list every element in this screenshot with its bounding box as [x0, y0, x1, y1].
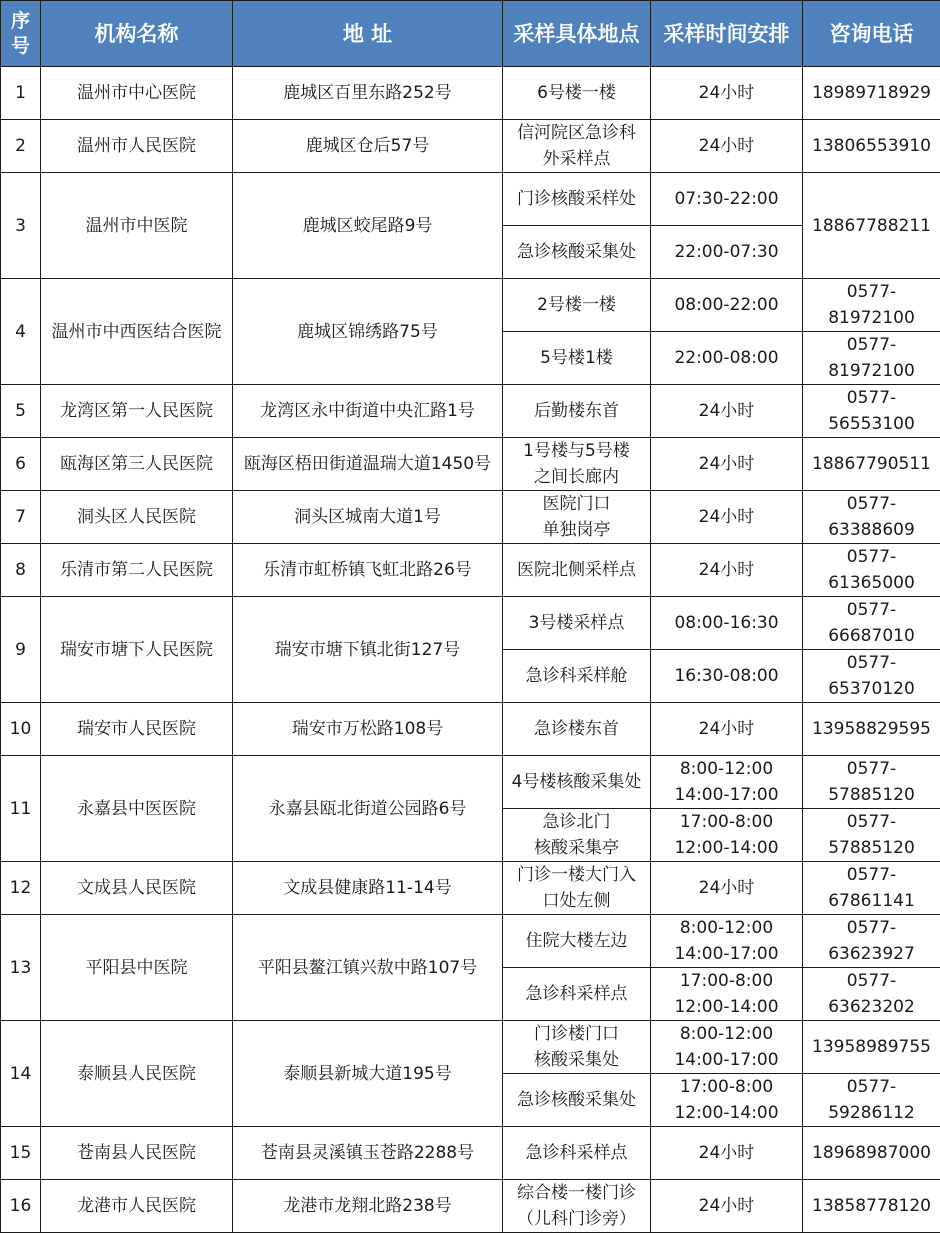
- sampling-time-line: 17:00-8:00: [653, 1074, 800, 1100]
- sampling-site: [503, 332, 651, 385]
- phone-line: 81972100: [805, 305, 938, 331]
- sampling-time: [651, 968, 803, 1021]
- sampling-site: [503, 385, 651, 438]
- phone-line: 65370120: [805, 676, 938, 702]
- institution-name: 文成县人民医院: [41, 862, 233, 915]
- sampling-time-line: 24小时: [653, 716, 800, 742]
- sampling-site-line: 2号楼一楼: [505, 292, 648, 318]
- institution-name: 龙湾区第一人民医院: [41, 385, 233, 438]
- sampling-site-line: 信河院区急诊科: [505, 120, 648, 146]
- table-row: [1, 491, 940, 544]
- phone-line: 66687010: [805, 623, 938, 649]
- phone: [803, 862, 940, 915]
- header-phone: 咨询电话: [803, 1, 940, 67]
- sampling-site-line: 急诊科采样点: [505, 981, 648, 1007]
- sampling-site: [503, 915, 651, 968]
- row-number: 4: [1, 279, 41, 385]
- row-number: 14: [1, 1021, 41, 1127]
- phone-line: 0577-: [805, 862, 938, 888]
- header-sampling-site: 采样具体地点: [503, 1, 651, 67]
- address: 鹿城区百里东路252号: [233, 67, 503, 120]
- sampling-site: [503, 491, 651, 544]
- row-number: 6: [1, 438, 41, 491]
- address: 洞头区城南大道1号: [233, 491, 503, 544]
- sampling-site-line: 外采样点: [505, 146, 648, 172]
- row-number: 11: [1, 756, 41, 862]
- sampling-time-line: 8:00-12:00: [653, 915, 800, 941]
- sampling-site-line: 医院北侧采样点: [505, 557, 648, 583]
- institution-name: 温州市中西医结合医院: [41, 279, 233, 385]
- table-header: [1, 1, 940, 67]
- sampling-site-line: （儿科门诊旁）: [505, 1206, 648, 1232]
- sampling-time-line: 16:30-08:00: [653, 663, 800, 689]
- row-number: 9: [1, 597, 41, 703]
- row-number: 7: [1, 491, 41, 544]
- header-sampling-time: 采样时间安排: [651, 1, 803, 67]
- phone-line: 56553100: [805, 411, 938, 437]
- sampling-site: [503, 968, 651, 1021]
- sampling-site: [503, 1021, 651, 1074]
- sampling-time: [651, 597, 803, 650]
- sampling-site-line: 门诊核酸采样处: [505, 186, 648, 212]
- sampling-site-line: 急诊科采样舱: [505, 663, 648, 689]
- table-row: [1, 915, 940, 968]
- phone-line: 63623927: [805, 941, 938, 967]
- sampling-time-line: 12:00-14:00: [653, 994, 800, 1020]
- table-row: [1, 120, 940, 173]
- phone: [803, 650, 940, 703]
- sampling-time: [651, 385, 803, 438]
- phone-line: 0577-: [805, 385, 938, 411]
- table-row: [1, 1127, 940, 1180]
- table-row: [1, 279, 940, 332]
- phone-line: 81972100: [805, 358, 938, 384]
- sampling-time: [651, 862, 803, 915]
- phone-line: 13958989755: [805, 1034, 938, 1060]
- table-row: [1, 173, 940, 226]
- sampling-site: [503, 120, 651, 173]
- table-row: [1, 1180, 940, 1233]
- row-number: 8: [1, 544, 41, 597]
- sampling-site: [503, 173, 651, 226]
- sampling-time: [651, 438, 803, 491]
- sampling-time-line: 14:00-17:00: [653, 941, 800, 967]
- sampling-site-line: 口处左侧: [505, 888, 648, 914]
- institution-name: 泰顺县人民医院: [41, 1021, 233, 1127]
- phone-line: 18867790511: [805, 451, 938, 477]
- sampling-time-line: 24小时: [653, 557, 800, 583]
- sampling-time-line: 24小时: [653, 133, 800, 159]
- sampling-site-line: 1号楼与5号楼: [505, 438, 648, 464]
- sampling-site: [503, 862, 651, 915]
- phone: [803, 120, 940, 173]
- address: 苍南县灵溪镇玉苍路2288号: [233, 1127, 503, 1180]
- phone-line: 0577-: [805, 968, 938, 994]
- institution-name: 平阳县中医院: [41, 915, 233, 1021]
- phone: [803, 332, 940, 385]
- phone: [803, 915, 940, 968]
- sampling-site-line: 核酸采集处: [505, 1047, 648, 1073]
- sampling-time-line: 08:00-16:30: [653, 610, 800, 636]
- sampling-time-line: 12:00-14:00: [653, 835, 800, 861]
- institution-name: 温州市人民医院: [41, 120, 233, 173]
- phone-line: 67861141: [805, 888, 938, 914]
- phone-line: 0577-: [805, 756, 938, 782]
- row-number: 5: [1, 385, 41, 438]
- phone: [803, 491, 940, 544]
- sampling-site-line: 急诊核酸采集处: [505, 1087, 648, 1113]
- sampling-site-line: 3号楼采样点: [505, 610, 648, 636]
- sampling-time-line: 24小时: [653, 398, 800, 424]
- phone-line: 18989718929: [805, 80, 938, 106]
- sampling-site-line: 综合楼一楼门诊: [505, 1180, 648, 1206]
- institution-name: 永嘉县中医医院: [41, 756, 233, 862]
- row-number: 1: [1, 67, 41, 120]
- address: 文成县健康路11-14号: [233, 862, 503, 915]
- sampling-time-line: 24小时: [653, 80, 800, 106]
- sampling-time: [651, 1127, 803, 1180]
- sampling-site-line: 急诊楼东首: [505, 716, 648, 742]
- address: 泰顺县新城大道195号: [233, 1021, 503, 1127]
- table-row: [1, 1021, 940, 1074]
- sampling-site: [503, 809, 651, 862]
- institution-name: 温州市中医院: [41, 173, 233, 279]
- phone: [803, 385, 940, 438]
- institution-name: 洞头区人民医院: [41, 491, 233, 544]
- header-number-line: 序: [3, 9, 38, 34]
- header-row: [1, 1, 940, 67]
- row-number: 13: [1, 915, 41, 1021]
- sampling-site-line: 急诊科采样点: [505, 1140, 648, 1166]
- phone-line: 0577-: [805, 544, 938, 570]
- table-row: [1, 385, 940, 438]
- institution-name: 温州市中心医院: [41, 67, 233, 120]
- table-row: [1, 67, 940, 120]
- sampling-site-line: 单独岗亭: [505, 517, 648, 543]
- sampling-site-line: 医院门口: [505, 491, 648, 517]
- sampling-time: [651, 650, 803, 703]
- phone-line: 57885120: [805, 782, 938, 808]
- sampling-site-line: 急诊北门: [505, 809, 648, 835]
- sampling-site: [503, 438, 651, 491]
- phone-line: 0577-: [805, 1074, 938, 1100]
- sampling-time-line: 17:00-8:00: [653, 968, 800, 994]
- row-number: 12: [1, 862, 41, 915]
- phone: [803, 1127, 940, 1180]
- phone: [803, 279, 940, 332]
- table-body: [1, 67, 940, 1233]
- sampling-site-line: 急诊核酸采集处: [505, 239, 648, 265]
- sampling-time-line: 07:30-22:00: [653, 186, 800, 212]
- phone-line: 0577-: [805, 650, 938, 676]
- sampling-time: [651, 544, 803, 597]
- sampling-site-line: 5号楼1楼: [505, 345, 648, 371]
- phone: [803, 438, 940, 491]
- sampling-site-line: 门诊一楼大门入: [505, 862, 648, 888]
- phone: [803, 67, 940, 120]
- sampling-time-line: 17:00-8:00: [653, 809, 800, 835]
- sampling-time: [651, 1021, 803, 1074]
- institution-name: 乐清市第二人民医院: [41, 544, 233, 597]
- row-number: 3: [1, 173, 41, 279]
- phone: [803, 809, 940, 862]
- institution-name: 瑞安市人民医院: [41, 703, 233, 756]
- phone: [803, 1074, 940, 1127]
- header-number: [1, 1, 41, 67]
- phone-line: 13958829595: [805, 716, 938, 742]
- address: 乐清市虹桥镇飞虹北路26号: [233, 544, 503, 597]
- sampling-time: [651, 809, 803, 862]
- sampling-time: [651, 173, 803, 226]
- phone-line: 63388609: [805, 517, 938, 543]
- sampling-time-line: 8:00-12:00: [653, 756, 800, 782]
- sampling-time: [651, 703, 803, 756]
- institution-name: 瓯海区第三人民医院: [41, 438, 233, 491]
- phone-line: 0577-: [805, 279, 938, 305]
- sampling-site: [503, 1074, 651, 1127]
- phone: [803, 968, 940, 1021]
- phone: [803, 1021, 940, 1074]
- address: 龙港市龙翔北路238号: [233, 1180, 503, 1233]
- table-row: [1, 703, 940, 756]
- sampling-site: [503, 67, 651, 120]
- sampling-site-line: 住院大楼左边: [505, 928, 648, 954]
- address: 鹿城区蛟尾路9号: [233, 173, 503, 279]
- institution-name: 龙港市人民医院: [41, 1180, 233, 1233]
- table-row: [1, 597, 940, 650]
- table-row: [1, 544, 940, 597]
- sampling-time: [651, 915, 803, 968]
- sampling-time: [651, 756, 803, 809]
- row-number: 2: [1, 120, 41, 173]
- sampling-time: [651, 279, 803, 332]
- phone: [803, 703, 940, 756]
- sampling-time-line: 22:00-07:30: [653, 239, 800, 265]
- sampling-time-line: 12:00-14:00: [653, 1100, 800, 1126]
- sampling-time-line: 24小时: [653, 1193, 800, 1219]
- phone: [803, 756, 940, 809]
- phone: [803, 597, 940, 650]
- sampling-site-line: 之间长廊内: [505, 464, 648, 490]
- sampling-site: [503, 650, 651, 703]
- address: 瑞安市塘下镇北街127号: [233, 597, 503, 703]
- sampling-time: [651, 120, 803, 173]
- sampling-time-line: 08:00-22:00: [653, 292, 800, 318]
- phone: [803, 173, 940, 279]
- address: 平阳县鳌江镇兴敖中路107号: [233, 915, 503, 1021]
- sampling-time-line: 14:00-17:00: [653, 1047, 800, 1073]
- institution-name: 瑞安市塘下人民医院: [41, 597, 233, 703]
- phone-line: 0577-: [805, 491, 938, 517]
- sampling-site-line: 4号楼核酸采集处: [505, 769, 648, 795]
- sampling-time: [651, 491, 803, 544]
- phone-line: 13858778120: [805, 1193, 938, 1219]
- phone: [803, 544, 940, 597]
- sampling-site: [503, 756, 651, 809]
- phone-line: 0577-: [805, 915, 938, 941]
- address: 鹿城区仓后57号: [233, 120, 503, 173]
- sampling-site: [503, 1127, 651, 1180]
- row-number: 15: [1, 1127, 41, 1180]
- header-institution: 机构名称: [41, 1, 233, 67]
- phone-line: 63623202: [805, 994, 938, 1020]
- address: 永嘉县瓯北街道公园路6号: [233, 756, 503, 862]
- sampling-site: [503, 226, 651, 279]
- sampling-site-line: 6号楼一楼: [505, 80, 648, 106]
- sampling-site: [503, 544, 651, 597]
- phone-line: 13806553910: [805, 133, 938, 159]
- table-row: [1, 438, 940, 491]
- sampling-time: [651, 67, 803, 120]
- sampling-time: [651, 1074, 803, 1127]
- sampling-time-line: 24小时: [653, 1140, 800, 1166]
- phone-line: 61365000: [805, 570, 938, 596]
- sampling-time-line: 8:00-12:00: [653, 1021, 800, 1047]
- sampling-site: [503, 703, 651, 756]
- phone-line: 18867788211: [805, 213, 938, 239]
- phone-line: 57885120: [805, 835, 938, 861]
- header-number-line: 号: [3, 34, 38, 59]
- table-row: [1, 862, 940, 915]
- sampling-time-line: 14:00-17:00: [653, 782, 800, 808]
- phone-line: 0577-: [805, 597, 938, 623]
- sampling-site-line: 后勤楼东首: [505, 398, 648, 424]
- address: 瓯海区梧田街道温瑞大道1450号: [233, 438, 503, 491]
- address: 鹿城区锦绣路75号: [233, 279, 503, 385]
- sampling-site: [503, 279, 651, 332]
- address: 龙湾区永中街道中央汇路1号: [233, 385, 503, 438]
- table-row: [1, 756, 940, 809]
- sampling-time-line: 22:00-08:00: [653, 345, 800, 371]
- sampling-time: [651, 1180, 803, 1233]
- phone-line: 59286112: [805, 1100, 938, 1126]
- phone-line: 18968987000: [805, 1140, 938, 1166]
- sampling-time: [651, 332, 803, 385]
- sampling-site-line: 门诊楼门口: [505, 1021, 648, 1047]
- sampling-time: [651, 226, 803, 279]
- row-number: 16: [1, 1180, 41, 1233]
- address: 瑞安市万松路108号: [233, 703, 503, 756]
- phone: [803, 1180, 940, 1233]
- header-address: 地 址: [233, 1, 503, 67]
- sampling-time-line: 24小时: [653, 504, 800, 530]
- sampling-time-line: 24小时: [653, 451, 800, 477]
- phone-line: 0577-: [805, 809, 938, 835]
- sampling-site: [503, 597, 651, 650]
- institution-name: 苍南县人民医院: [41, 1127, 233, 1180]
- sampling-site-line: 核酸采集亭: [505, 835, 648, 861]
- sampling-time-line: 24小时: [653, 875, 800, 901]
- sampling-site: [503, 1180, 651, 1233]
- row-number: 10: [1, 703, 41, 756]
- phone-line: 0577-: [805, 332, 938, 358]
